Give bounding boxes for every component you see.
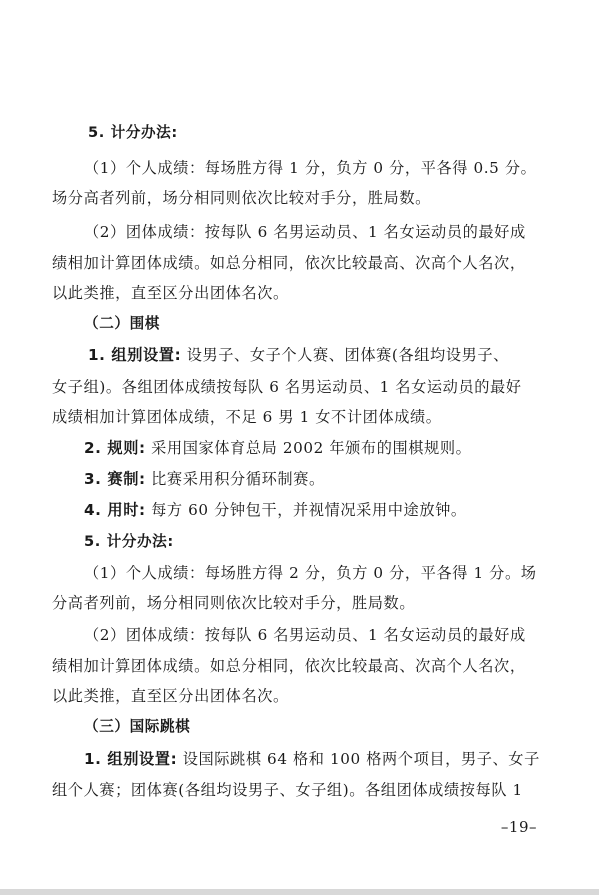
paragraph-line [52,685,547,707]
line-text: 设国际跳棋 64 格和 100 格两个项目，男子、女子 [182,750,540,768]
heading-text: （三）国际跳棋 [84,718,191,735]
line-text: 场分高者列前，场分相同则依次比较对手分，胜局数。 [52,189,431,207]
section-heading-draughts [84,716,579,738]
paragraph-line [52,779,547,801]
section-heading-go [84,313,579,335]
paragraph-line [84,468,579,490]
line-text: 绩相加计算团体成绩。如总分相同，依次比较最高、次高个人名次， [52,254,526,272]
paragraph-line [52,376,547,398]
scan-border [0,889,599,895]
line-text: 女子组)。各组团体成绩按每队 6 名男运动员、1 名女运动员的最好 [52,378,522,396]
line-text: 以此类推，直至区分出团体名次。 [52,284,289,302]
paragraph-line [52,252,547,274]
paragraph-line [84,562,579,584]
page-number: –19– [500,818,537,836]
heading-text: （二）围棋 [84,315,160,332]
line-text: 每方 60 分钟包干，并视情况采用中途放钟。 [151,501,467,519]
line-text: （2）团体成绩：按每队 6 名男运动员、1 名女运动员的最好成 [84,223,526,241]
line-text: 组个人赛；团体赛(各组均设男子、女子组)。各组团体成绩按每队 1 [52,781,523,799]
item-label: 4. 用时: [84,501,146,519]
scoring-method-heading [84,531,579,553]
line-text: （2）团体成绩：按每队 6 名男运动员、1 名女运动员的最好成 [84,626,526,644]
line-text: 采用国家体育总局 2002 年颁布的围棋规则。 [151,439,472,457]
paragraph-line [84,157,579,179]
line-text: 成绩相加计算团体成绩，不足 6 男 1 女不计团体成绩。 [52,408,442,426]
scoring-method-heading [88,122,583,144]
line-text: （1）个人成绩：每场胜方得 1 分，负方 0 分，平各得 0.5 分。 [84,159,537,177]
paragraph-line [52,406,547,428]
heading-text: 5. 计分办法: [84,533,174,550]
paragraph-line [84,748,579,770]
line-text: 绩相加计算团体成绩。如总分相同，依次比较最高、次高个人名次， [52,657,526,675]
line-text: 分高者列前，场分相同则依次比较对手分，胜局数。 [52,594,416,612]
paragraph-line [52,187,547,209]
line-text: （1）个人成绩：每场胜方得 2 分，负方 0 分，平各得 1 分。场 [84,564,537,582]
paragraph-line [84,499,579,521]
paragraph-line [52,592,547,614]
line-text: 比赛采用积分循环制赛。 [151,470,325,488]
paragraph-line [52,655,547,677]
heading-text: 5. 计分办法: [88,124,178,141]
item-label: 1. 组别设置: [84,750,178,768]
paragraph-line [84,624,579,646]
paragraph-line [88,344,583,366]
line-text: 以此类推，直至区分出团体名次。 [52,687,289,705]
item-label: 1. 组别设置: [88,346,182,364]
line-text: 设男子、女子个人赛、团体赛(各组均设男子、 [186,346,509,364]
paragraph-line [84,221,579,243]
paragraph-line [52,282,547,304]
paragraph-line [84,437,579,459]
item-label: 3. 赛制: [84,470,146,488]
item-label: 2. 规则: [84,439,146,457]
